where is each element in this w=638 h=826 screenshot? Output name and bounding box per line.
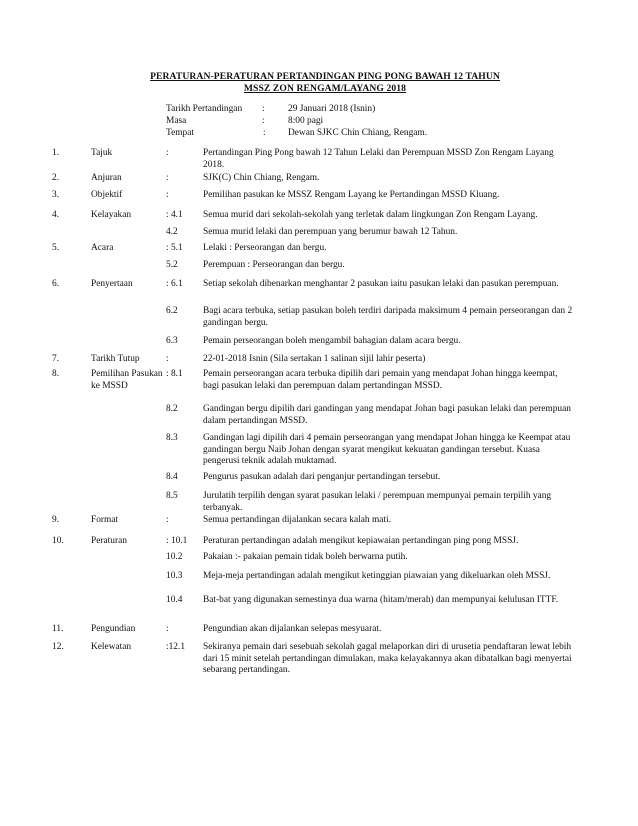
rule-subnumber: 8.3	[166, 433, 178, 443]
rule-text: Semua pertandingan dijalankan secara kalah mati.	[203, 515, 391, 525]
rule-number: 4.	[52, 210, 60, 220]
rule-label: Anjuran	[91, 173, 122, 183]
rule-subnumber: : 10.1	[166, 536, 188, 546]
rule-label: Penyertaan	[91, 279, 133, 289]
rule-text: Meja-meja pertandingan adalah mengikut ketinggian piawaian yang dikeluarkan oleh MSSJ.	[203, 571, 551, 581]
rule-number: 3.	[52, 190, 60, 200]
rule-text: Perempuan : Perseorangan dan bergu.	[203, 260, 345, 270]
info-value: 8:00 pagi	[288, 116, 324, 126]
rule-number: 6.	[52, 279, 60, 289]
rule-text: Pemain perseorangan boleh mengambil bahagian dalam acara bergu.	[203, 336, 461, 346]
rule-subnumber: 4.2	[166, 227, 178, 237]
rule-label: Tajuk	[91, 148, 113, 158]
rule-text: Gandingan bergu dipilih dari gandingan yang mendapat Johan bagi pasukan lelaki dan perempuan dalam pertandingan MSSD.	[203, 404, 571, 426]
rule-subnumber: 10.3	[166, 571, 183, 581]
rule-subnumber: 10.4	[166, 595, 183, 605]
rule-label: Objektif	[91, 190, 123, 200]
rule-subnumber: 6.2	[166, 306, 178, 316]
rule-text: Semua murid lelaki dan perempuan yang berumur bawah 12 Tahun.	[203, 227, 458, 237]
info-label: Tempat	[166, 128, 194, 138]
rule-subnumber: :12.1	[166, 642, 186, 652]
rule-text: Setiap sekolah dibenarkan menghantar 2 pasukan iaitu pasukan lelaki dan pasukan perempuan.	[203, 279, 559, 289]
rule-subnumber: 10.2	[166, 552, 183, 562]
info-label: Tarikh Pertandingan	[166, 104, 243, 114]
rule-text: Pemilihan pasukan ke MSSZ Rengam Layang ke Pertandingan MSSD Kluang.	[203, 190, 500, 200]
rule-number: 7.	[52, 354, 60, 364]
rule-subnumber: :	[166, 173, 169, 183]
rule-subnumber: 8.5	[166, 491, 178, 501]
rule-text: Peraturan pertandingan adalah mengikut kepiawaian pertandingan ping pong MSSJ.	[203, 536, 519, 546]
rule-number: 12.	[52, 642, 64, 652]
rule-text: Pakaian :- pakaian pemain tidak boleh berwarna putih.	[203, 552, 408, 562]
rule-subnumber: : 8.1	[166, 369, 183, 379]
rule-subnumber: 5.2	[166, 260, 178, 270]
info-colon: :	[263, 128, 266, 138]
rule-label: Tarikh Tutup	[91, 354, 140, 364]
rule-label: Format	[91, 515, 119, 525]
info-colon: :	[262, 116, 265, 126]
rule-text: Gandingan lagi dipilih dari 4 pemain perseorangan yang mendapat Johan hingga ke Keempat atau gandingan bergu Naib Johan dengan syarat mengikut kekuatan gandingan tersebut. Kuasa pengerusi teknik adalah muktamad.	[203, 433, 571, 466]
rule-number: 1.	[52, 148, 60, 158]
rule-label: Kelayakan	[91, 210, 132, 220]
rule-text: 22-01-2018 Isnin (Sila sertakan 1 salinan sijil lahir peserta)	[203, 354, 426, 364]
rule-text: Pertandingan Ping Pong bawah 12 Tahun Lelaki dan Perempuan MSSD Zon Rengam Layang 2018.	[203, 148, 554, 170]
rule-text: Semua murid dari sekolah-sekolah yang terletak dalam lingkungan Zon Rengam Layang.	[203, 210, 538, 220]
rule-label: Acara	[91, 243, 114, 253]
rule-text: SJK(C) Chin Chiang, Rengam.	[203, 173, 320, 183]
rule-text: Pemain perseorangan acara terbuka dipilih dari pemain yang mendapat Johan hingga keempat, bagi pasukan lelaki dan perempuan dalam pertandingan MSSD.	[203, 369, 558, 391]
document-subtitle: MSSZ ZON RENGAM/LAYANG 2018	[243, 83, 407, 94]
rule-text: Pengundian akan dijalankan selepas mesyuarat.	[203, 624, 382, 634]
rule-subnumber: : 5.1	[166, 243, 183, 253]
rule-subnumber: :	[166, 624, 169, 634]
rule-subnumber: : 4.1	[166, 210, 183, 220]
rule-label: Kelewatan	[91, 642, 132, 652]
rule-label: Peraturan	[91, 536, 127, 546]
rule-subnumber: : 6.1	[166, 279, 183, 289]
rule-text: Jurulatih terpilih dengan syarat pasukan lelaki / perempuan mempunyai pemain terpilih yang terbanyak.	[203, 491, 552, 513]
rule-number: 11.	[52, 624, 64, 634]
rule-text: Lelaki : Perseorangan dan bergu.	[203, 243, 327, 253]
rule-text: Pengurus pasukan adalah dari penganjur pertandingan tersebut.	[203, 472, 441, 482]
rule-subnumber: 8.2	[166, 404, 178, 414]
rule-label: Pemilihan Pasukan ke MSSD	[91, 369, 163, 391]
rule-number: 5.	[52, 243, 60, 253]
rule-subnumber: :	[166, 190, 169, 200]
rule-subnumber: :	[166, 354, 169, 364]
rule-subnumber: :	[166, 515, 169, 525]
info-colon: :	[262, 104, 265, 114]
rule-number: 8.	[52, 369, 60, 379]
rule-subnumber: 8.4	[166, 472, 178, 482]
info-value: 29 Januari 2018 (Isnin)	[288, 104, 376, 114]
rule-subnumber: 6.3	[166, 336, 178, 346]
rule-text: Bagi acara terbuka, setiap pasukan boleh terdiri daripada maksimum 4 pemain perseorangan dan 2 gandingan bergu.	[203, 306, 573, 328]
rule-text: Sekiranya pemain dari sesebuah sekolah gagal melaporkan diri di urusetia pendaftaran lewat lebih dari 15 minit setelah pertandingan dimulakan, maka kelayakannya akan dibatalkan bagi menyertai sebarang pertandingan.	[203, 642, 572, 675]
rule-number: 9.	[52, 515, 60, 525]
rule-number: 2.	[52, 173, 60, 183]
document-title: PERATURAN-PERATURAN PERTANDINGAN PING PONG BAWAH 12 TAHUN	[150, 71, 500, 82]
rule-text: Bat-bat yang digunakan semestinya dua warna (hitam/merah) dan mempunyai kelulusan ITTF.	[203, 595, 559, 605]
info-value: Dewan SJKC Chin Chiang, Rengam.	[288, 128, 428, 138]
rule-label: Pengundian	[91, 624, 136, 634]
info-label: Masa	[166, 116, 187, 126]
rule-subnumber: :	[166, 148, 169, 158]
rule-number: 10.	[52, 536, 64, 546]
